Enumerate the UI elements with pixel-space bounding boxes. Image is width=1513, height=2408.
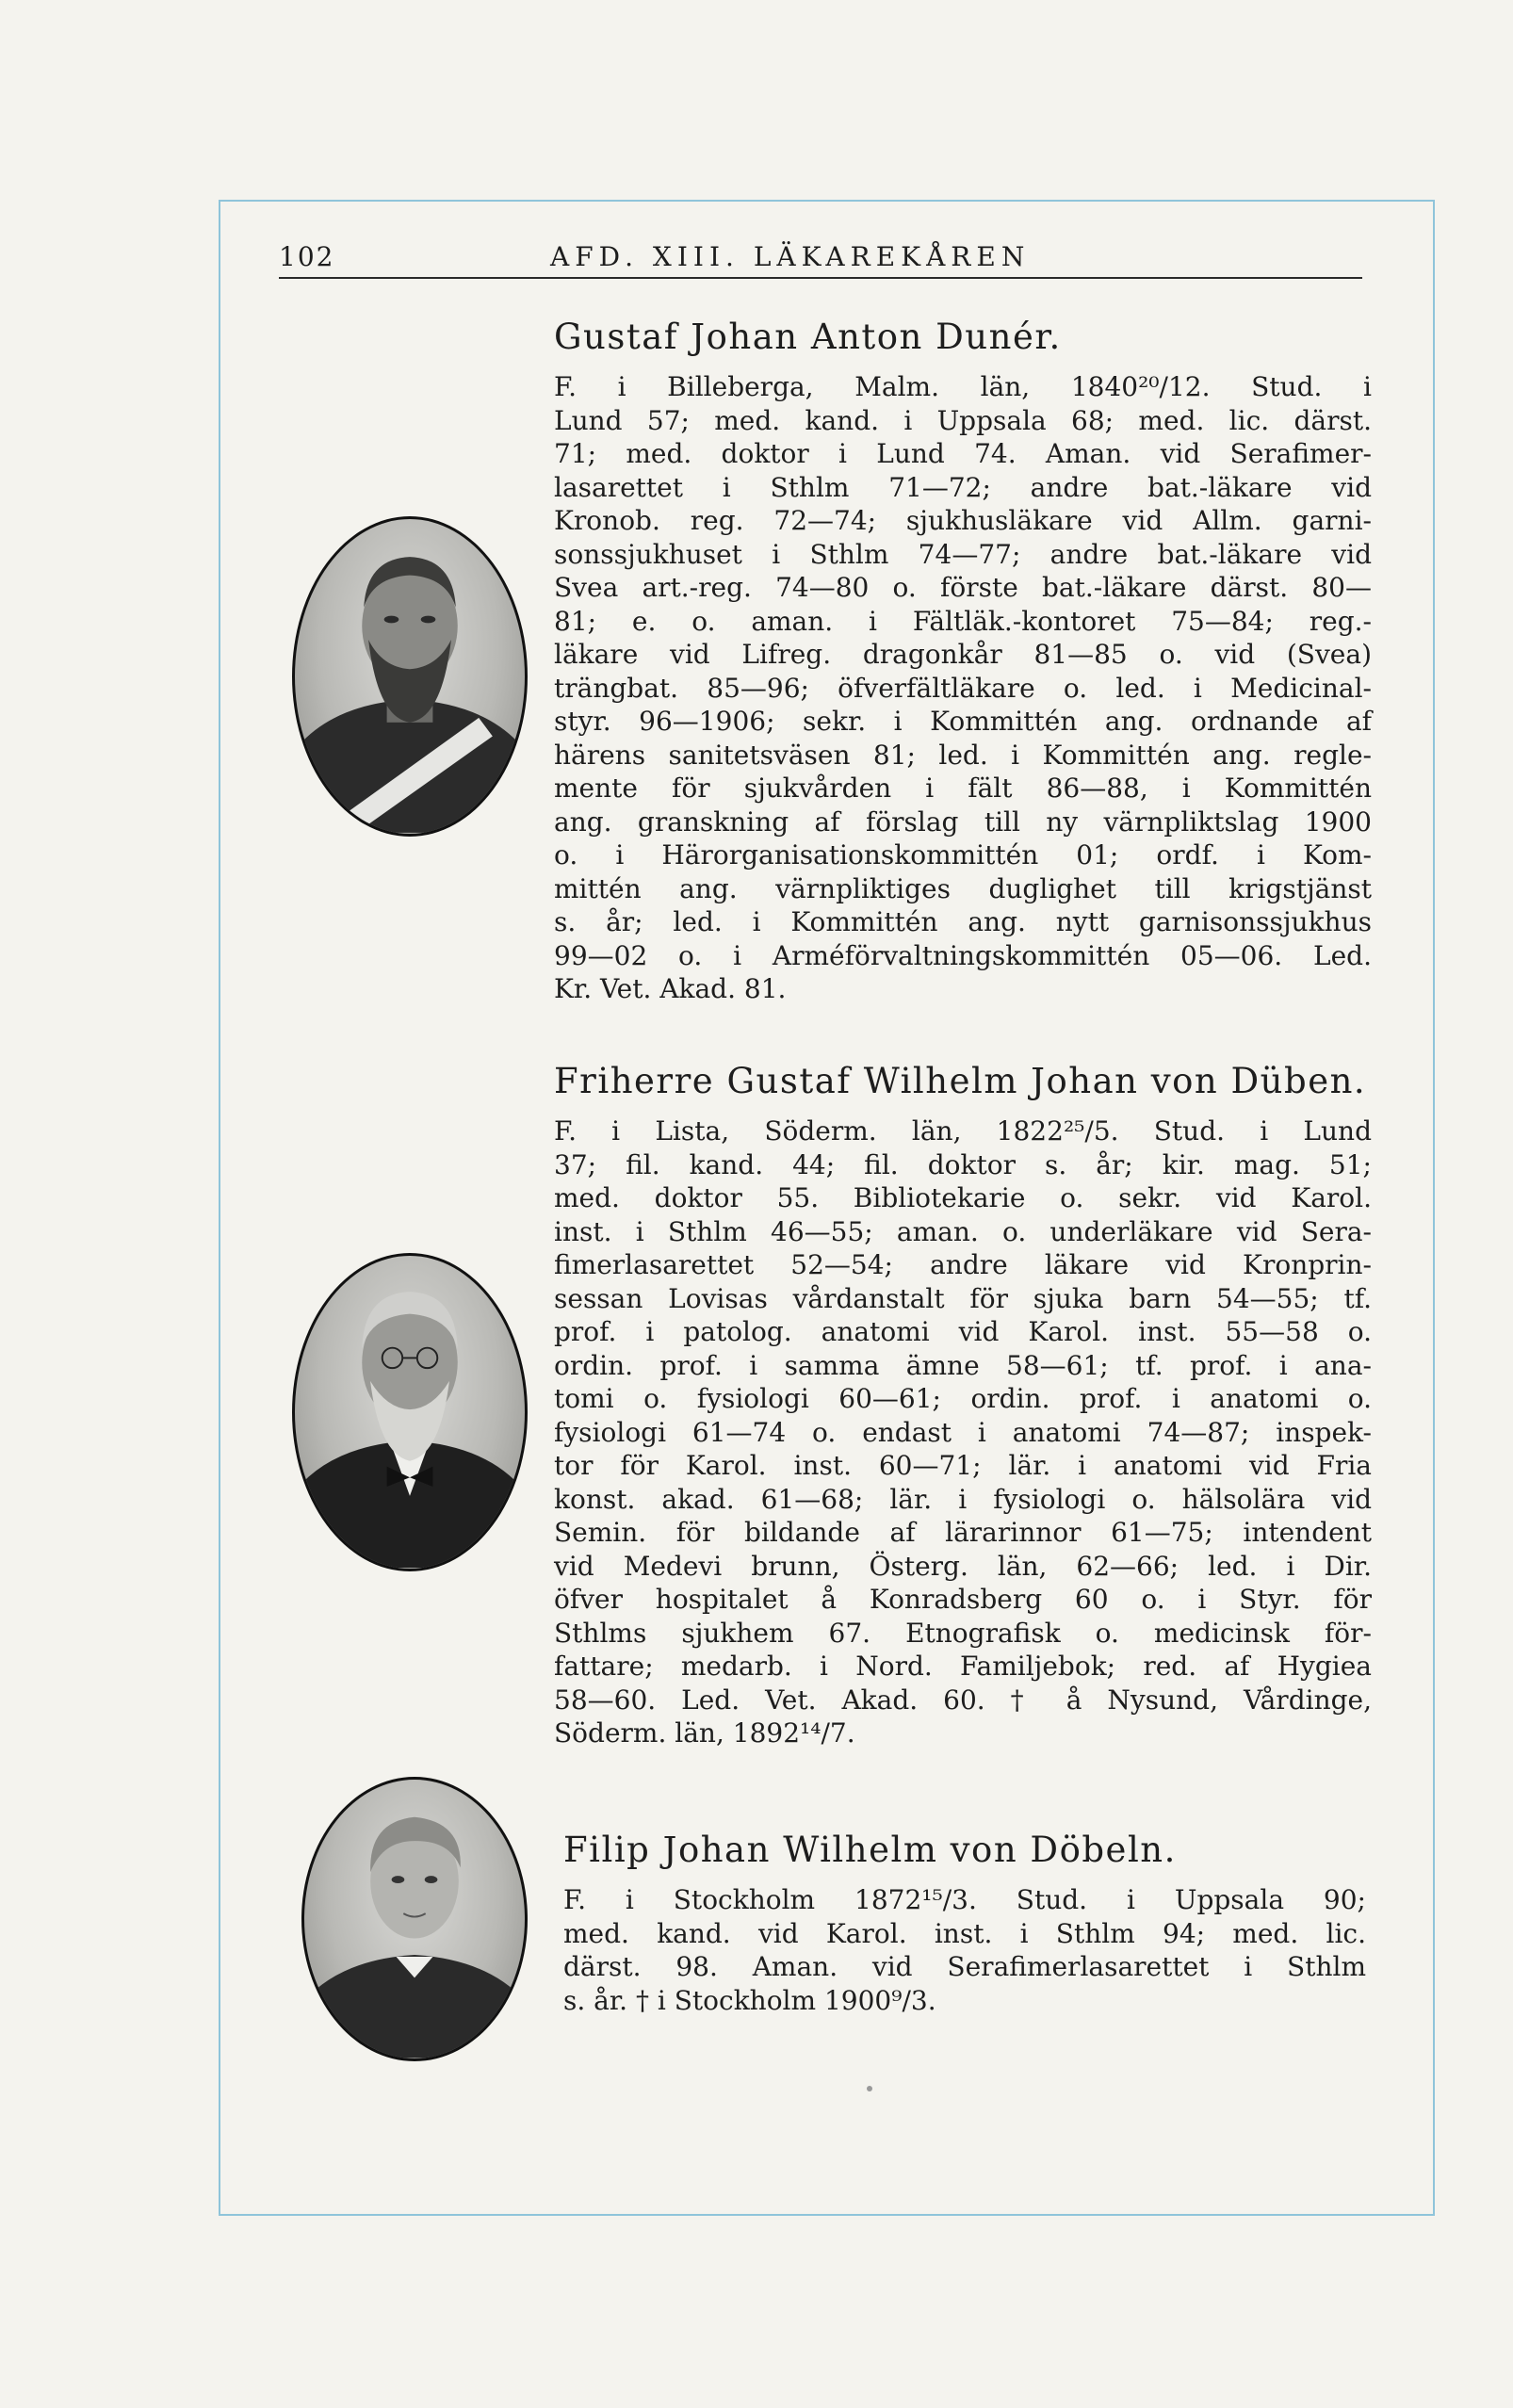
bio-line: vid Medevi brunn, Österg. län, 62—66; led. i Dir.	[554, 1550, 1372, 1582]
bio-line: Söderm. län, 1892¹⁴/7.	[554, 1717, 855, 1749]
bio-line: trängbat. 85—96; öfverfältläkare o. led. i Medicinal-	[554, 672, 1372, 704]
portrait-duner	[292, 516, 528, 837]
portrait-duner-image	[295, 519, 525, 834]
bio-line: o. i Härorganisationskommittén 01; ordf. i Kom-	[554, 839, 1372, 870]
bio-line: 37; fil. kand. 44; fil. doktor s. år; kir. mag. 51;	[554, 1148, 1372, 1180]
entry-duner	[554, 317, 1372, 1006]
bio-line: 81; e. o. aman. i Fältläk.-kontoret 75—84; reg.-	[554, 605, 1372, 637]
portrait-duben-image	[295, 1256, 525, 1569]
bio-line: F. i Stockholm 1872¹⁵/3. Stud. i Uppsala 90;	[563, 1884, 1366, 1915]
bio-line: Kronob. reg. 72—74; sjukhusläkare vid Allm. garni-	[554, 505, 1372, 536]
bio-line: 99—02 o. i Arméförvaltningskommittén 05—06. Led.	[554, 939, 1372, 971]
entry-name: Filip Johan Wilhelm von Döbeln.	[563, 1830, 1177, 1870]
entry-bio	[563, 1883, 1366, 2017]
section-title: AFD. XIII. LÄKAREKÅREN	[550, 241, 1031, 272]
bio-line: fimerlasarettet 52—54; andre läkare vid Kronprin-	[554, 1249, 1372, 1280]
entry-dobeln	[563, 1830, 1366, 2017]
bio-line: öfver hospitalet å Konradsberg 60 o. i Styr. för	[554, 1584, 1372, 1615]
bio-line: Kr. Vet. Akad. 81.	[554, 973, 787, 1004]
portrait-duben	[292, 1253, 528, 1571]
portrait-dobeln	[301, 1777, 528, 2061]
bio-line: Sthlms sjukhem 67. Etnografisk o. medicinsk för-	[554, 1617, 1372, 1649]
bio-line: F. i Billeberga, Malm. län, 1840²⁰/12. Stud. i	[554, 371, 1372, 402]
bio-line: 58—60. Led. Vet. Akad. 60. † å Nysund, Vårdinge,	[554, 1684, 1372, 1716]
bio-line: styr. 96—1906; sekr. i Kommittén ang. ordnande af	[554, 706, 1372, 737]
bio-line: sonssjukhuset i Sthlm 74—77; andre bat.-läkare vid	[554, 538, 1372, 570]
bio-line: s. år. † i Stockholm 1900⁹/3.	[563, 1984, 936, 2016]
bio-line: prof. i patolog. anatomi vid Karol. inst. 55—58 o.	[554, 1316, 1372, 1347]
bio-line: Lund 57; med. kand. i Uppsala 68; med. lic. därst.	[554, 404, 1372, 436]
bio-line: konst. akad. 61—68; lär. i fysiologi o. hälsolära vid	[554, 1483, 1372, 1515]
bio-line: mente för sjukvården i fält 86—88, i Kommittén	[554, 773, 1372, 804]
bio-line: läkare vid Lifreg. dragonkår 81—85 o. vid (Svea)	[554, 639, 1372, 670]
entry-bio	[554, 1115, 1372, 1750]
entry-duben	[554, 1061, 1372, 1750]
stray-dot	[867, 2086, 872, 2091]
page-number: 102	[279, 241, 335, 272]
bio-line: därst. 98. Aman. vid Serafimerlasarettet i Sthlm	[563, 1951, 1366, 1982]
bio-line: F. i Lista, Söderm. län, 1822²⁵/5. Stud. i Lund	[554, 1115, 1372, 1147]
running-head	[279, 237, 1362, 279]
bio-line: inst. i Sthlm 46—55; aman. o. underläkare vid Sera-	[554, 1215, 1372, 1247]
bio-line: med. kand. vid Karol. inst. i Sthlm 94; med. lic.	[563, 1917, 1366, 1949]
portrait-dobeln-image	[304, 1780, 525, 2058]
bio-line: fysiologi 61—74 o. endast i anatomi 74—87; inspek-	[554, 1416, 1372, 1448]
bio-line: tomi o. fysiologi 60—61; ordin. prof. i anatomi o.	[554, 1383, 1372, 1414]
bio-line: s. år; led. i Kommittén ang. nytt garnisonssjukhus	[554, 906, 1372, 937]
bio-line: Svea art.-reg. 74—80 o. förste bat.-läkare därst. 80—	[554, 572, 1372, 603]
bio-line: tor för Karol. inst. 60—71; lär. i anatomi vid Fria	[554, 1450, 1372, 1481]
bio-line: ang. granskning af förslag till ny värnpliktslag 1900	[554, 805, 1372, 838]
bio-line: ordin. prof. i samma ämne 58—61; tf. prof. i ana-	[554, 1349, 1372, 1381]
bio-line: lasarettet i Sthlm 71—72; andre bat.-läkare vid	[554, 471, 1372, 503]
bio-line: mittén ang. värnpliktiges duglighet till krigstjänst	[554, 872, 1372, 904]
bio-line: Semin. för bildande af lärarinnor 61—75; intendent	[554, 1517, 1372, 1548]
bio-line: sessan Lovisas vårdanstalt för sjuka barn 54—55; tf.	[554, 1282, 1372, 1314]
bio-line: 71; med. doktor i Lund 74. Aman. vid Serafimer-	[554, 438, 1372, 469]
bio-line: härens sanitetsväsen 81; led. i Kommittén ang. regle-	[554, 739, 1372, 771]
entry-name: Friherre Gustaf Wilhelm Johan von Düben.	[554, 1061, 1367, 1101]
bio-line: fattare; medarb. i Nord. Familjebok; red. af Hygiea	[554, 1651, 1372, 1682]
entry-name: Gustaf Johan Anton Dunér.	[554, 317, 1062, 357]
bio-line: med. doktor 55. Bibliotekarie o. sekr. vid Karol.	[554, 1182, 1372, 1213]
entry-bio	[554, 370, 1372, 1006]
